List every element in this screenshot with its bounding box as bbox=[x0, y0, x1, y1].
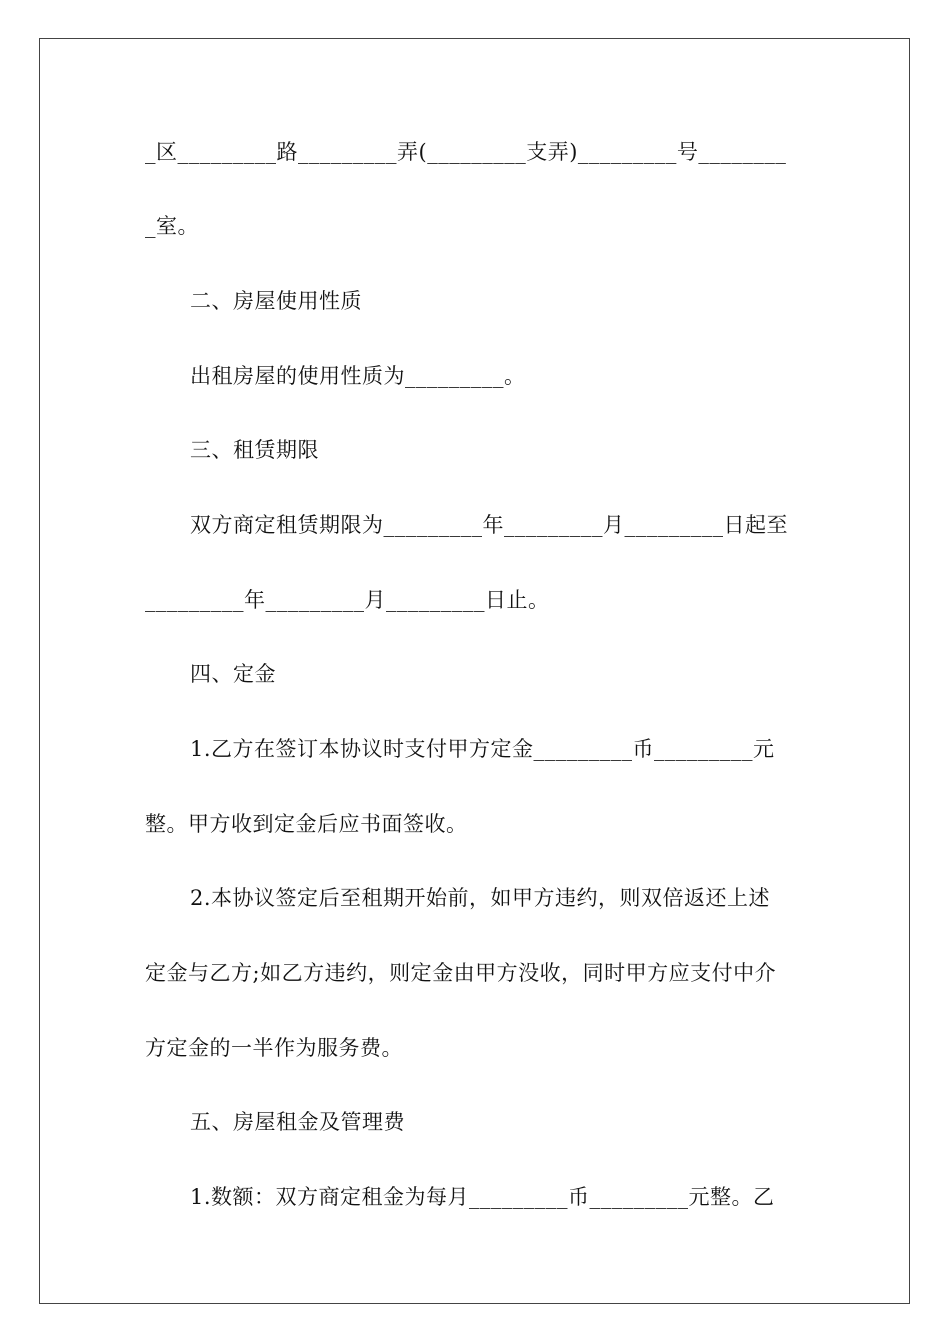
term-paragraph-continued: _________年_________月_________日止。 bbox=[145, 588, 550, 612]
deposit-clause-1-continued: 整。甲方收到定金后应书面签收。 bbox=[145, 812, 468, 836]
term-paragraph: 双方商定租赁期限为_________年_________月_________日起至 bbox=[190, 513, 788, 537]
address-line-continued: _室。 bbox=[145, 214, 199, 238]
deposit-clause-2: 2.本协议签定后至租期开始前，如甲方违约，则双倍返还上述 bbox=[190, 886, 771, 910]
section-heading-deposit: 四、定金 bbox=[190, 662, 276, 686]
deposit-clause-1: 1.乙方在签订本协议时支付甲方定金_________币_________元 bbox=[190, 737, 775, 761]
section-heading-term: 三、租赁期限 bbox=[190, 438, 319, 462]
deposit-clause-2-end: 方定金的一半作为服务费。 bbox=[145, 1036, 403, 1060]
rent-clause-1: 1.数额：双方商定租金为每月_________币_________元整。乙 bbox=[190, 1185, 775, 1209]
deposit-clause-2-continued: 定金与乙方;如乙方违约，则定金由甲方没收，同时甲方应支付中介 bbox=[145, 961, 777, 985]
section-heading-usage: 二、房屋使用性质 bbox=[190, 289, 362, 313]
usage-paragraph: 出租房屋的使用性质为_________。 bbox=[190, 364, 526, 388]
section-heading-rent: 五、房屋租金及管理费 bbox=[190, 1110, 405, 1134]
address-line: _区_________路_________弄(_________支弄)_________号________ bbox=[145, 140, 787, 164]
